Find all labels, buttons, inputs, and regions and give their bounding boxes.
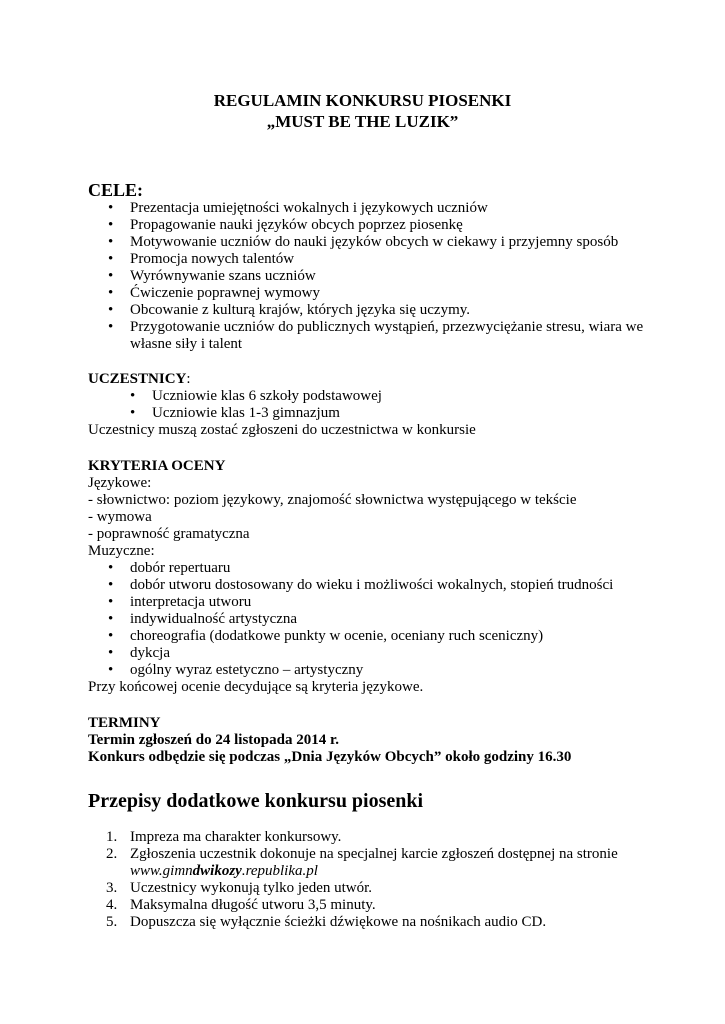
uczestnicy-heading: UCZESTNICY xyxy=(88,371,187,387)
website-link[interactable] xyxy=(130,863,318,879)
list-item: • Obcowanie z kulturą krajów, których języka się uczymy. xyxy=(130,302,650,319)
website-link-suffix: .republika.pl xyxy=(241,863,318,879)
list-item xyxy=(106,880,648,897)
item-text: Dopuszcza się wyłącznie ścieżki dźwiękowe na nośnikach audio CD. xyxy=(130,914,547,930)
list-item: • interpretacja utworu xyxy=(130,594,648,611)
item-text: Maksymalna długość utworu 3,5 minuty. xyxy=(130,897,376,913)
list-item: • indywidualność artystyczna xyxy=(130,611,648,628)
uczestnicy-list xyxy=(152,388,648,422)
przepisy-list xyxy=(106,829,648,931)
kryteria-heading: KRYTERIA OCENY xyxy=(88,458,226,474)
list-item: • Promocja nowych talentów xyxy=(130,251,650,268)
uczestnicy-heading-row xyxy=(88,371,648,388)
terminy-event: Konkurs odbędzie się podczas „Dnia Języków Obcych” około godziny 16.30 xyxy=(88,749,572,765)
list-item: • Ćwiczenie poprawnej wymowy xyxy=(130,285,650,302)
jezykowe-item: - słownictwo: poziom językowy, znajomość słownictwa występującego w tekście xyxy=(88,492,577,508)
list-item: • Motywowanie uczniów do nauki języków obcych w ciekawy i przyjemny sposób xyxy=(130,234,650,251)
muzyczne-label: Muzyczne: xyxy=(88,543,155,559)
list-item: • Wyrównywanie szans uczniów xyxy=(130,268,650,285)
title-line-1: REGULAMIN KONKURSU PIOSENKI xyxy=(213,91,512,110)
list-item: • choreografia (dodatkowe punkty w ocenie, oceniany ruch sceniczny) xyxy=(130,628,648,645)
uczestnicy-section xyxy=(88,371,648,439)
kryteria-note: Przy końcowej ocenie decydujące są kryteria językowe. xyxy=(88,679,424,695)
muzyczne-list xyxy=(130,560,648,679)
cele-section xyxy=(88,180,648,353)
cele-heading: CELE: xyxy=(88,180,144,200)
list-item: • Propagowanie nauki języków obcych poprzez piosenkę xyxy=(130,217,650,234)
jezykowe-label: Językowe: xyxy=(88,475,152,491)
item-text: Zgłoszenia uczestnik dokonuje na specjalnej karcie zgłoszeń dostępnej na stronie xyxy=(130,846,618,862)
list-item xyxy=(106,897,648,914)
jezykowe-item: - wymowa xyxy=(88,509,152,525)
uczestnicy-note: Uczestnicy muszą zostać zgłoszeni do uczestnictwa w konkursie xyxy=(88,422,476,438)
item-number: 2. xyxy=(106,846,118,862)
list-item xyxy=(106,914,648,931)
item-number: 1. xyxy=(106,829,118,845)
list-item: • Uczniowie klas 6 szkoły podstawowej xyxy=(152,388,648,405)
cele-list xyxy=(130,200,650,353)
list-item: • Prezentacja umiejętności wokalnych i językowych uczniów xyxy=(130,200,650,217)
terminy-section xyxy=(88,715,648,766)
list-item: • Przygotowanie uczniów do publicznych wystąpień, przezwyciężanie stresu, wiara we własne siły i talent xyxy=(130,319,650,353)
document-title xyxy=(0,90,725,132)
przepisy-section xyxy=(88,789,648,813)
item-text: Impreza ma charakter konkursowy. xyxy=(130,829,342,845)
list-item: • Uczniowie klas 1-3 gimnazjum xyxy=(152,405,648,422)
terminy-heading: TERMINY xyxy=(88,715,161,731)
list-item xyxy=(106,846,648,880)
terminy-deadline: Termin zgłoszeń do 24 listopada 2014 r. xyxy=(88,732,339,748)
list-item xyxy=(106,829,648,846)
list-item: • dobór repertuaru xyxy=(130,560,648,577)
przepisy-list-wrap xyxy=(88,829,648,931)
item-number: 5. xyxy=(106,914,118,930)
przepisy-heading: Przepisy dodatkowe konkursu piosenki xyxy=(88,790,424,812)
item-number: 4. xyxy=(106,897,118,913)
item-text: Uczestnicy wykonują tylko jeden utwór. xyxy=(130,880,373,896)
list-item: • dykcja xyxy=(130,645,648,662)
website-link-prefix: www.gimn xyxy=(130,863,193,879)
kryteria-section xyxy=(88,458,648,696)
jezykowe-item: - poprawność gramatyczna xyxy=(88,526,250,542)
title-line-2: „MUST BE THE LUZIK” xyxy=(266,112,459,131)
item-number: 3. xyxy=(106,880,118,896)
website-link-bold: dwikozy xyxy=(192,863,242,879)
list-item: • dobór utworu dostosowany do wieku i możliwości wokalnych, stopień trudności xyxy=(130,577,648,594)
list-item: • ogólny wyraz estetyczno – artystyczny xyxy=(130,662,648,679)
uczestnicy-colon: : xyxy=(186,371,191,387)
